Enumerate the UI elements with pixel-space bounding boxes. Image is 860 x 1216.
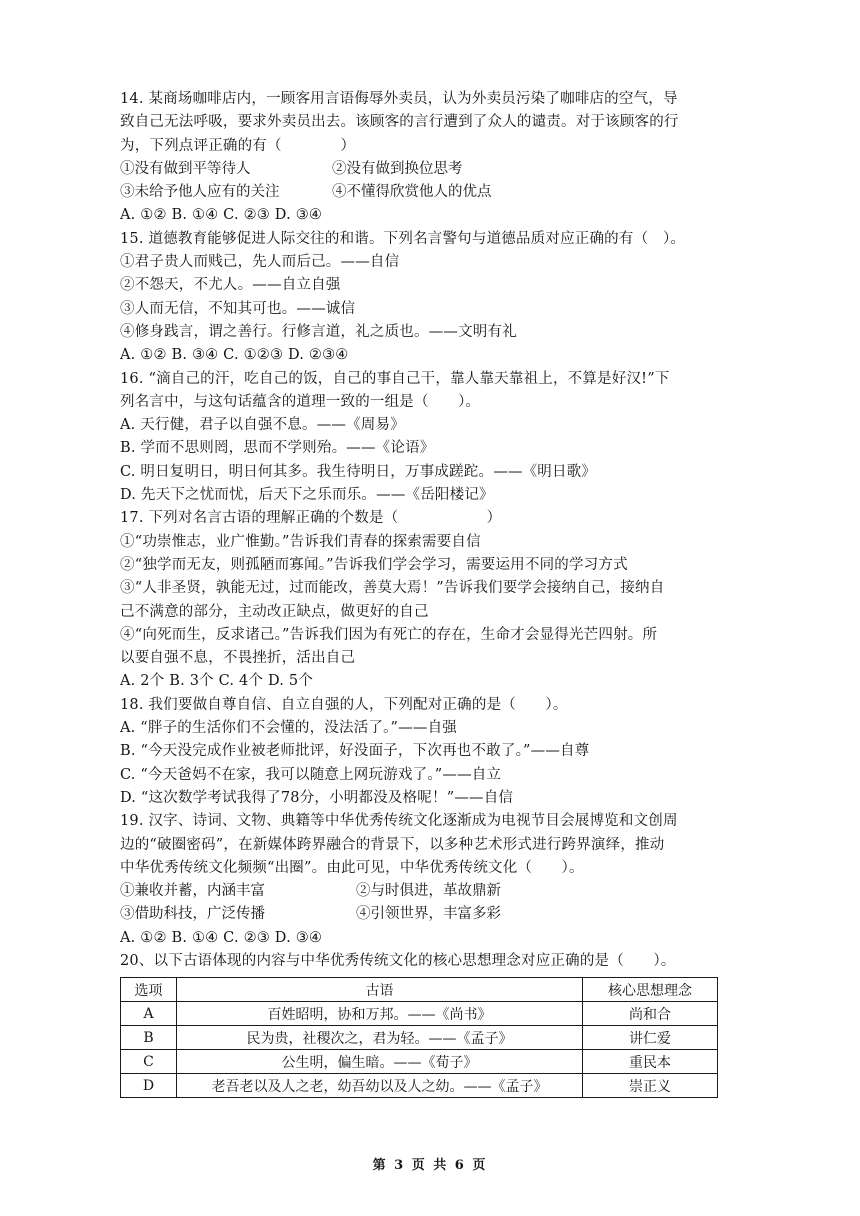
answer-choices: A. ①② B. ①④ C. ②③ D. ③④ <box>120 207 323 224</box>
statement-item: ④引领世界，丰富多彩 <box>356 906 501 923</box>
table-row <box>121 1074 718 1098</box>
statement-item: ②与时俱进，革故鼎新 <box>356 883 501 900</box>
question-stem-line: 20、以下古语体现的内容与中华优秀传统文化的核心思想理念对应正确的是（ ）。 <box>120 952 676 969</box>
question-stem-line: 18. 我们要做自尊自信、自立自强的人，下列配对正确的是（ ）。 <box>120 696 568 713</box>
question-19 <box>120 810 718 950</box>
question-20-table <box>120 977 718 1098</box>
answer-option: D. “这次数学考试我得了78分，小明都没及格呢！”——自信 <box>120 789 514 806</box>
question-18 <box>120 694 718 810</box>
statement-item: ②“独学而无友，则孤陋而寡闻。”告诉我们学会学习，需要运用不同的学习方式 <box>120 556 628 573</box>
statement-item: ④修身践言，谓之善行。行修言道，礼之质也。——文明有礼 <box>120 323 517 340</box>
answer-choices: A. ①② B. ③④ C. ①②③ D. ②③④ <box>120 347 349 364</box>
question-stem-line: 中华优秀传统文化频频“出圈”。由此可见，中华优秀传统文化（ ）。 <box>120 859 584 876</box>
page-footer: 第 3 页 共 6 页 <box>372 1158 488 1173</box>
answer-option: A. “胖子的生活你们不会懂的，没法活了。”——自强 <box>120 720 457 737</box>
answer-option: B. 学而不思则罔，思而不学则殆。——《论语》 <box>120 440 435 457</box>
statement-item: ②不怨天，不尤人。——自立自强 <box>120 277 341 294</box>
table-cell-quote: 公生明，偏生暗。——《荀子》 <box>177 1050 583 1074</box>
statement-row <box>120 181 718 204</box>
table-cell-quote: 老吾老以及人之老，幼吾幼以及人之幼。——《孟子》 <box>177 1074 583 1098</box>
statement-item: 己不满意的部分，主动改正缺点，做更好的自己 <box>120 603 429 620</box>
table-row <box>121 1050 718 1074</box>
question-stem-line: 致自己无法呼吸，要求外卖员出去。该顾客的言行遭到了众人的谴责。对于该顾客的行 <box>120 114 679 131</box>
page-content <box>120 88 718 1098</box>
statement-item: ②没有做到换位思考 <box>332 160 463 177</box>
statement-row <box>120 903 718 926</box>
answer-option: C. “今天爸妈不在家，我可以随意上网玩游戏了。”——自立 <box>120 766 502 783</box>
table-cell-concept: 讲仁爱 <box>583 1026 718 1050</box>
statement-item: ③借助科技，广泛传播 <box>120 906 265 923</box>
statement-item: ①兼收并蓄，内涵丰富 <box>120 883 265 900</box>
question-stem-line: 14. 某商场咖啡店内，一顾客用言语侮辱外卖员，认为外卖员污染了咖啡店的空气，导 <box>120 91 678 107</box>
table-cell-concept: 重民本 <box>583 1050 718 1074</box>
table-header-cell: 选项 <box>121 978 177 1002</box>
table-cell-concept: 尚和合 <box>583 1002 718 1026</box>
table-header-cell: 古语 <box>177 978 583 1002</box>
statement-item: ①“功崇惟志，业广惟勤。”告诉我们青春的探索需要自信 <box>120 533 481 550</box>
table-cell-option: D <box>121 1074 177 1098</box>
statement-row <box>120 880 718 903</box>
question-stem-line: 19. 汉字、诗词、文物、典籍等中华优秀传统文化逐渐成为电视节目会展博览和文创周 <box>120 813 678 830</box>
answer-choices: A. 2个 B. 3个 C. 4个 D. 5个 <box>120 673 314 690</box>
answer-option: D. 先天下之忧而忧，后天下之乐而乐。——《岳阳楼记》 <box>120 487 494 504</box>
answer-option: C. 明日复明日，明日何其多。我生待明日，万事成蹉跎。——《明日歌》 <box>120 463 597 480</box>
statement-item: 以要自强不息，不畏挫折，活出自己 <box>120 650 356 667</box>
answer-option: A. 天行健，君子以自强不息。——《周易》 <box>120 417 405 434</box>
table-cell-option: B <box>121 1026 177 1050</box>
question-stem-line: 17. 下列对名言古语的理解正确的个数是（ ） <box>120 510 502 527</box>
question-17 <box>120 507 718 693</box>
statement-item: ①没有做到平等待人 <box>120 160 251 177</box>
table-row <box>121 1002 718 1026</box>
table-cell-option: A <box>121 1002 177 1026</box>
table-header-cell: 核心思想理念 <box>583 978 718 1002</box>
statement-row <box>120 158 718 181</box>
question-stem-line: 16. “滴自己的汗，吃自己的饭，自己的事自己干，靠人靠天靠祖上，不算是好汉!”下 <box>120 370 670 387</box>
statement-item: ③“人非圣贤，孰能无过，过而能改，善莫大焉！”告诉我们要学会接纳自己，接纳自 <box>120 580 665 597</box>
answer-choices: A. ①② B. ①④ C. ②③ D. ③④ <box>120 929 323 946</box>
answer-option: B. “今天没完成作业被老师批评，好没面子，下次再也不敢了。”——自尊 <box>120 743 590 760</box>
statement-item: ①君子贵人而贱己，先人而后己。——自信 <box>120 254 400 271</box>
question-stem-line: 边的“破圈密码”，在新媒体跨界融合的背景下，以多种艺术形式进行跨界演绎，推动 <box>120 836 665 853</box>
table-cell-option: C <box>121 1050 177 1074</box>
question-16 <box>120 368 718 508</box>
statement-item: ④“向死而生，反求诸己。”告诉我们因为有死亡的存在，生命才会显得光芒四射。所 <box>120 626 658 643</box>
table-row <box>121 1026 718 1050</box>
table-cell-concept: 崇正义 <box>583 1074 718 1098</box>
statement-item: ③未给予他人应有的关注 <box>120 184 280 201</box>
question-20 <box>120 950 718 1098</box>
table-cell-quote: 民为贵，社稷次之，君为轻。——《孟子》 <box>177 1026 583 1050</box>
question-15 <box>120 228 718 368</box>
statement-item: ④不懂得欣赏他人的优点 <box>332 184 492 201</box>
question-stem-line: 列名言中，与这句话蕴含的道理一致的一组是（ ）。 <box>120 393 481 410</box>
table-cell-quote: 百姓昭明，协和万邦。——《尚书》 <box>177 1002 583 1026</box>
question-14 <box>120 88 718 228</box>
table-header-row <box>121 978 718 1002</box>
statement-item: ③人而无信，不知其可也。——诚信 <box>120 300 356 317</box>
question-stem-line: 为，下列点评正确的有（ ） <box>120 137 356 154</box>
question-stem-line: 15. 道德教育能够促进人际交往的和谐。下列名言警句与道德品质对应正确的有（ ）。 <box>120 230 686 247</box>
